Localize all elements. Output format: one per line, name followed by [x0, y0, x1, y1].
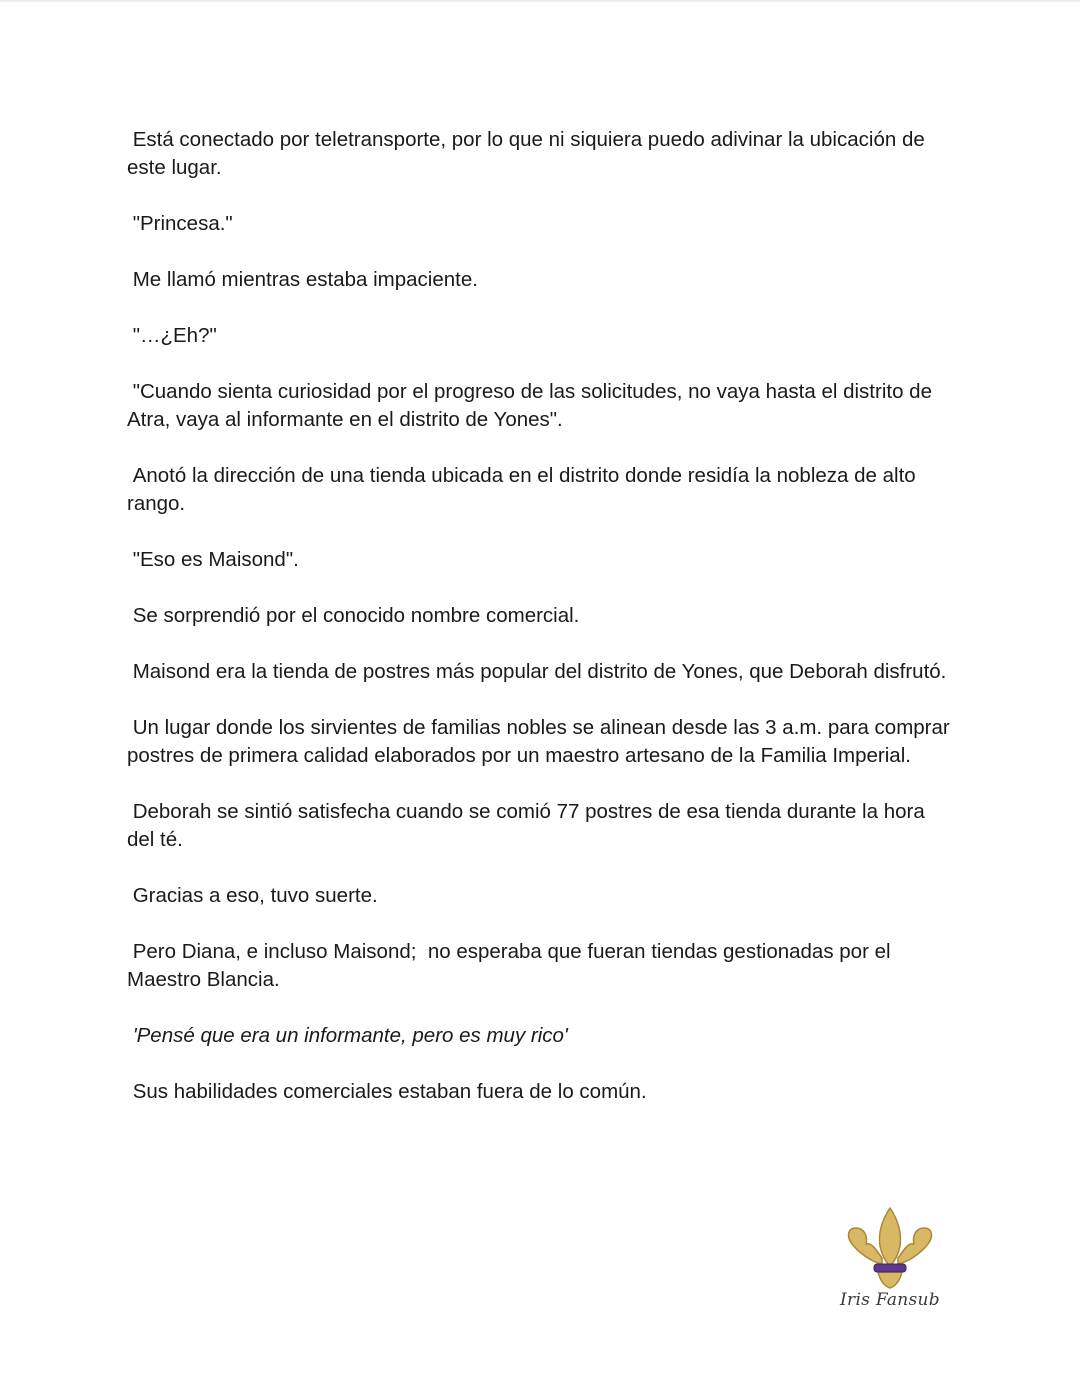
paragraph-11: Deborah se sintió satisfecha cuando se comió 77 postres de esa tienda durante la hora del té. — [127, 800, 931, 851]
paragraph-14-thought: 'Pensé que era un informante, pero es muy rico' — [127, 1024, 568, 1047]
paragraph-10: Un lugar donde los sirvientes de familias nobles se alinean desde las 3 a.m. para comprar postres de primera calidad elaborados por un maestro artesano de la Familia Imperial. — [127, 716, 956, 767]
paragraph-9: Maisond era la tienda de postres más popular del distrito de Yones, que Deborah disfrutó. — [127, 660, 947, 683]
paragraph-7: "Eso es Maisond". — [127, 548, 299, 571]
paragraph-4: "…¿Eh?" — [127, 324, 217, 347]
paragraph-5: "Cuando sienta curiosidad por el progreso de las solicitudes, no vaya hasta el distrito de Atra, vaya al informante en el distrito de Yones". — [127, 380, 937, 431]
paragraph-6: Anotó la dirección de una tienda ubicada en el distrito donde residía la nobleza de alto rango. — [127, 464, 922, 515]
watermark-logo — [838, 1206, 942, 1318]
paragraph-2: "Princesa." — [127, 212, 233, 235]
paragraph-15: Sus habilidades comerciales estaban fuera de lo común. — [127, 1080, 647, 1103]
paragraph-12: Gracias a eso, tuvo suerte. — [127, 884, 378, 907]
document-page — [127, 126, 957, 1134]
paragraph-1: Está conectado por teletransporte, por lo que ni siquiera puedo adivinar la ubicación de este lugar. — [127, 128, 931, 179]
fleur-de-lis-icon — [838, 1206, 942, 1290]
top-rule — [0, 0, 1080, 2]
paragraph-3: Me llamó mientras estaba impaciente. — [127, 268, 478, 291]
watermark-text: Iris Fansub — [840, 1290, 940, 1310]
paragraph-8: Se sorprendió por el conocido nombre comercial. — [127, 604, 580, 627]
paragraph-13: Pero Diana, e incluso Maisond; no esperaba que fueran tiendas gestionadas por el Maestro Blancia. — [127, 940, 897, 991]
